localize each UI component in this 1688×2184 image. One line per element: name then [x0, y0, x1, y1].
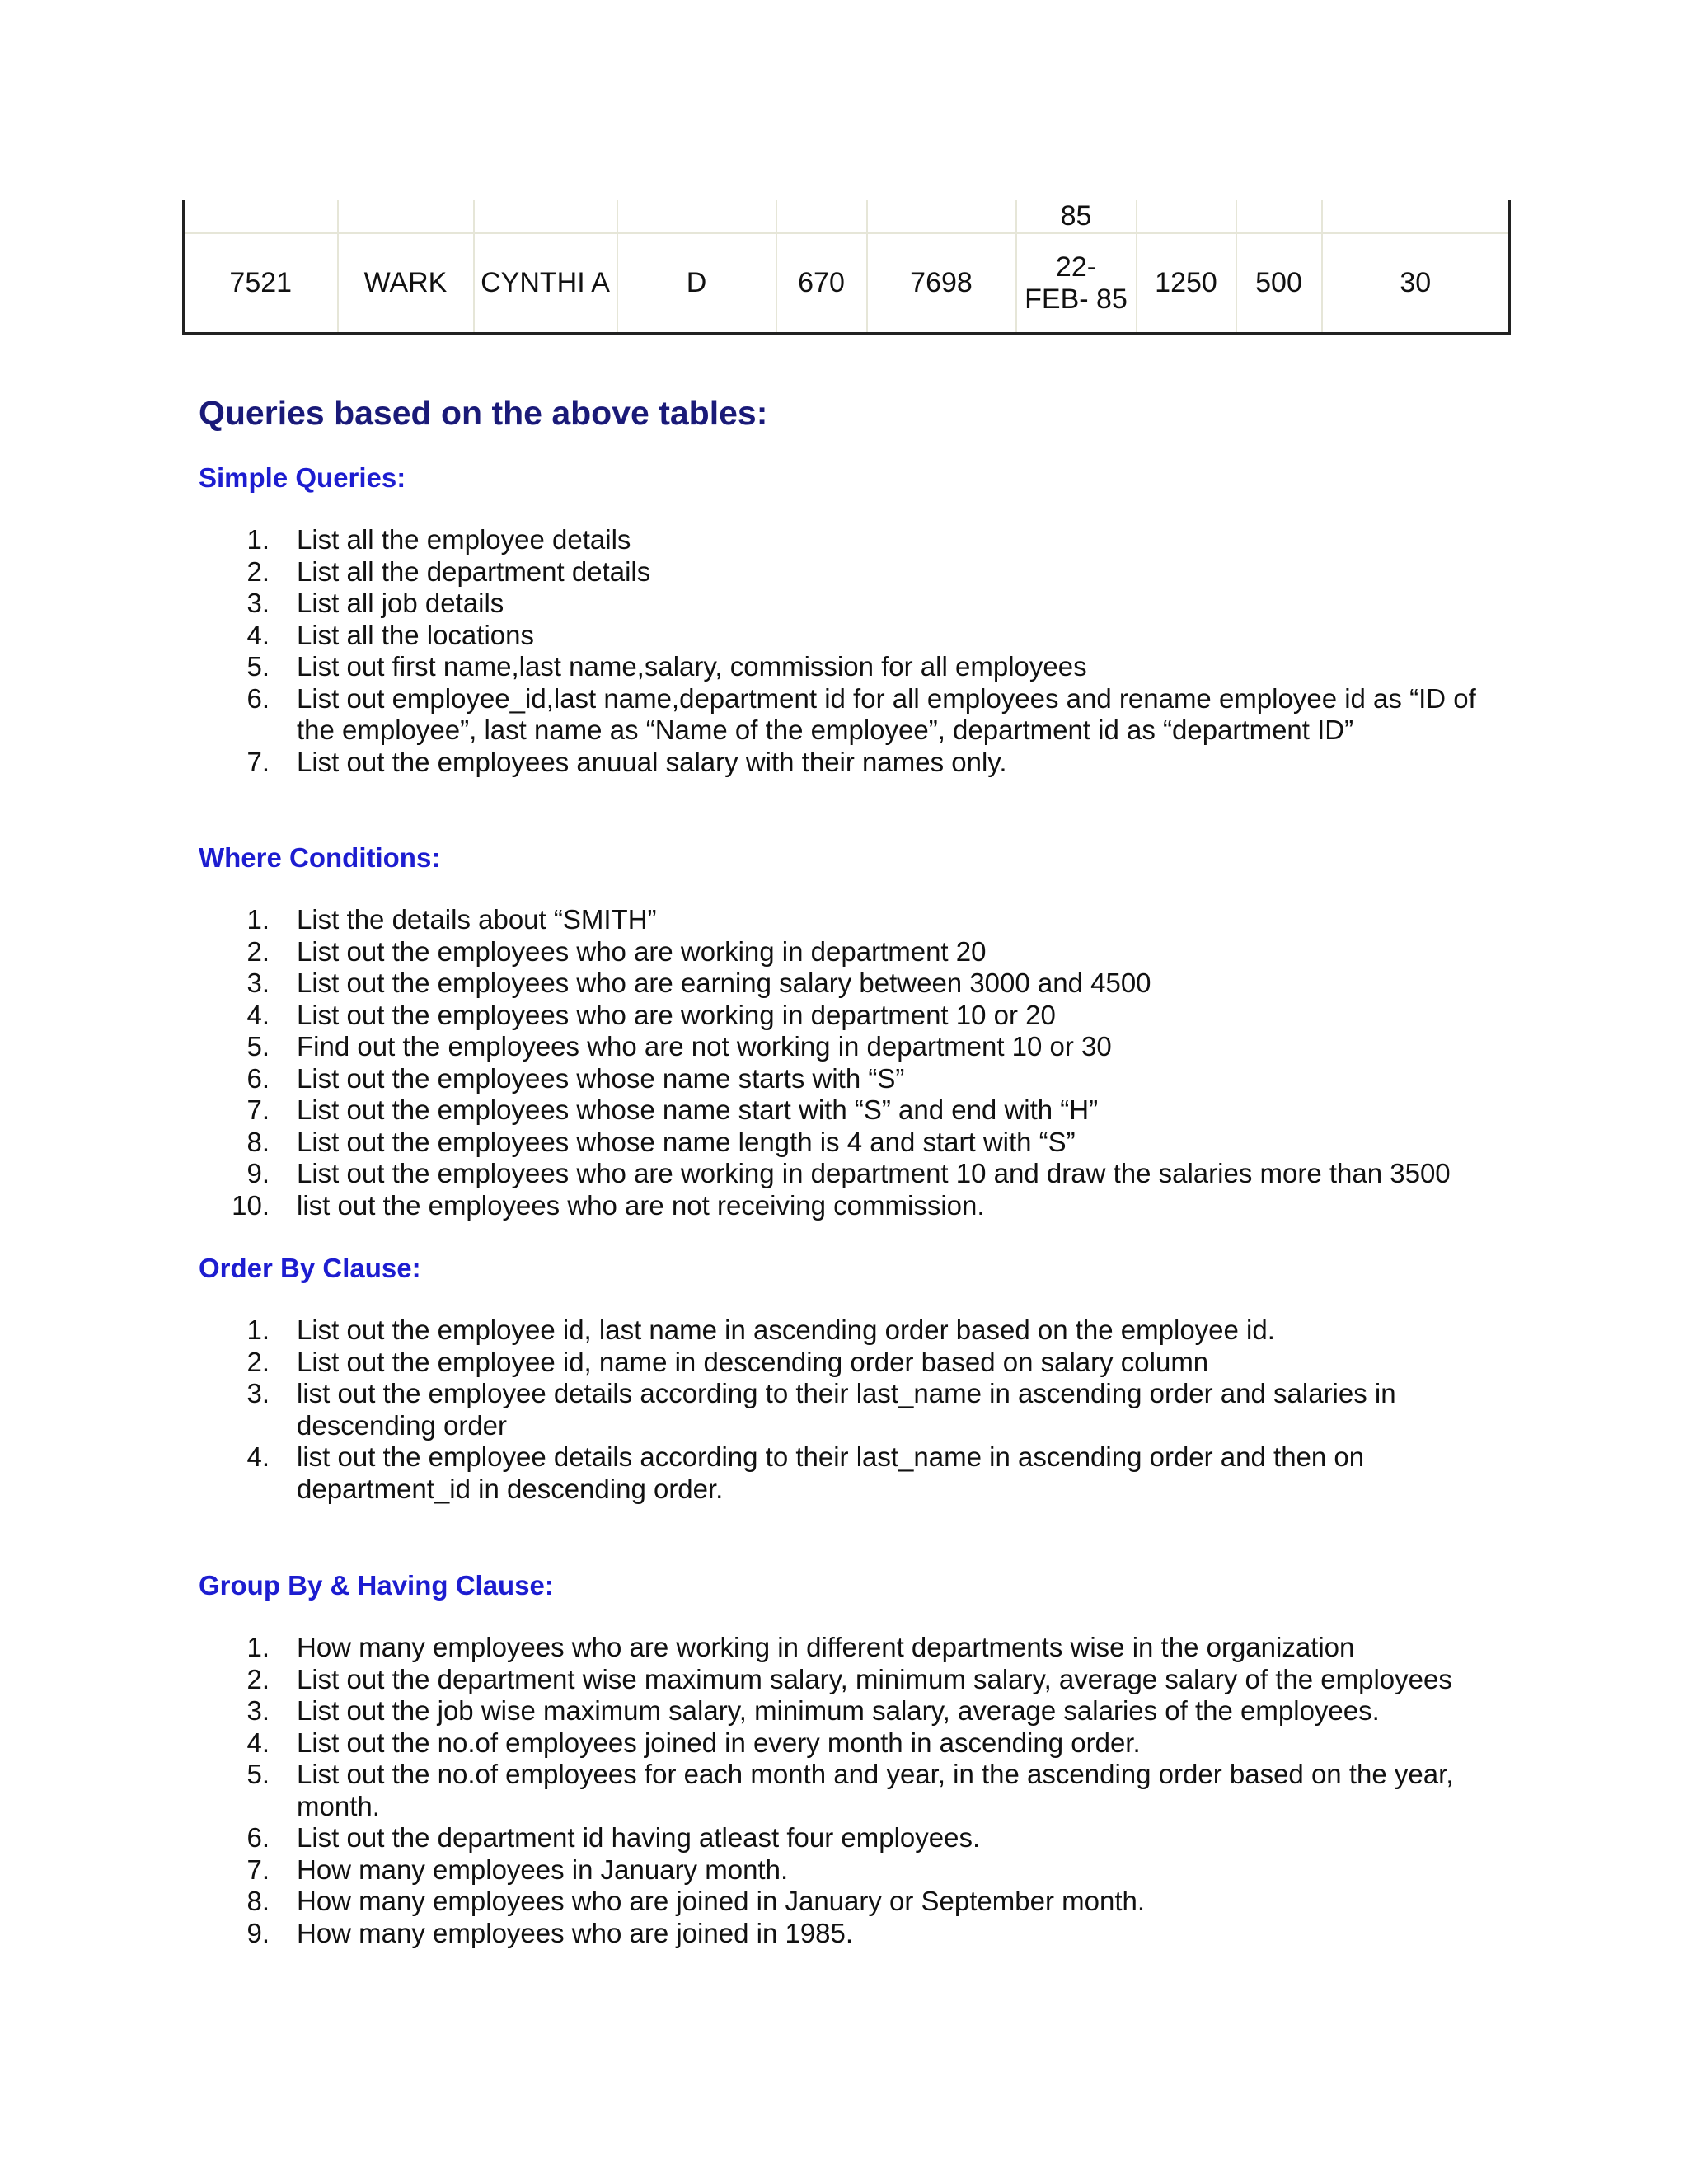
list-item-text: List out the employees whose name start with “S” and end with “H”	[297, 1094, 1099, 1125]
table-cell	[1322, 200, 1510, 233]
list-number: 2.	[246, 555, 270, 587]
list-item-text: List out the employees whose name starts with “S”	[297, 1062, 905, 1094]
list-item	[199, 1632, 1484, 1664]
list-item	[199, 1158, 1484, 1190]
list-item	[199, 1063, 1484, 1095]
list-number: 7.	[246, 1854, 270, 1885]
list-item-text: List out the job wise maximum salary, minimum salary, average salaries of the employees.	[297, 1695, 1380, 1726]
list-item	[199, 588, 1484, 620]
list-item-text: List all the department details	[297, 555, 651, 587]
list-number: 7.	[246, 746, 270, 777]
list-number: 4.	[246, 999, 270, 1030]
list-item	[199, 1000, 1484, 1032]
list-item-text: list out the employee details according to their last_name in ascending order and salaries in descending order	[297, 1378, 1396, 1441]
list-item-text: How many employees in January month.	[297, 1854, 789, 1885]
query-list	[199, 904, 1484, 1221]
list-number: 6.	[246, 1062, 270, 1094]
list-item	[199, 1031, 1484, 1063]
table-cell	[474, 200, 617, 233]
list-item-text: How many employees who are joined in January or September month.	[297, 1886, 1146, 1916]
list-item-text: List out the department wise maximum salary, minimum salary, average salary of the employees	[297, 1663, 1452, 1694]
table-row-continued	[184, 200, 1510, 233]
list-item-text: List out the no.of employees for each month and year, in the ascending order based on the year, month.	[297, 1759, 1454, 1821]
cell-job-id: 670	[776, 233, 867, 334]
query-list	[199, 524, 1484, 778]
list-number: 3.	[246, 968, 270, 998]
list-item-text: List all the locations	[297, 619, 534, 650]
list-item	[199, 524, 1484, 556]
table-cell	[1236, 200, 1322, 233]
cell-salary: 1250	[1137, 233, 1236, 334]
list-number: 6.	[246, 1822, 270, 1853]
list-number: 1.	[246, 1632, 270, 1662]
list-item-text: List out the employees who are earning salary between 3000 and 4500	[297, 968, 1151, 998]
table-cell	[1137, 200, 1236, 233]
list-item-text: List out the employees who are working in department 10 or 20	[297, 999, 1056, 1030]
list-item-text: List out the employees who are working in department 20	[297, 935, 987, 967]
table-cell	[184, 200, 338, 233]
list-item-text: List out the employee id, name in descending order based on salary column	[297, 1346, 1209, 1377]
list-number: 1.	[246, 1315, 270, 1345]
list-item-text: List out the employees anuual salary with their names only.	[297, 746, 1007, 777]
list-item	[199, 1664, 1484, 1696]
list-item	[199, 1727, 1484, 1760]
employee-table-fragment	[182, 200, 1511, 335]
list-item	[199, 936, 1484, 968]
list-number: 2.	[246, 1346, 270, 1377]
list-item	[199, 1441, 1484, 1505]
list-item-text: How many employees who are joined in 1985.	[297, 1917, 854, 1948]
table-cell	[867, 200, 1016, 233]
list-item-text: List out the employees whose name length is 4 and start with “S”	[297, 1126, 1076, 1157]
list-number: 4.	[246, 619, 270, 650]
list-number: 8.	[246, 1126, 270, 1157]
cell-manager-id: 7698	[867, 233, 1016, 334]
cell-first-name: CYNTHI A	[474, 233, 617, 334]
cell-employee-id: 7521	[184, 233, 338, 334]
table-cell	[617, 200, 776, 233]
list-number: 3.	[246, 1695, 270, 1726]
section-title: Simple Queries:	[199, 462, 406, 493]
section-title: Order By Clause:	[199, 1253, 421, 1283]
list-item-text: List out first name,last name,salary, commission for all employees	[297, 651, 1087, 682]
page-heading: Queries based on the above tables:	[199, 394, 768, 432]
list-number: 7.	[246, 1094, 270, 1125]
list-item	[199, 1822, 1484, 1854]
table-cell	[776, 200, 867, 233]
list-item	[199, 1127, 1484, 1159]
table-row	[184, 233, 1510, 334]
list-item-text: List all the employee details	[297, 524, 631, 555]
list-item	[199, 683, 1484, 747]
list-item-text: List the details about “SMITH”	[297, 904, 657, 935]
list-item	[199, 1695, 1484, 1727]
list-item-text: List all job details	[297, 588, 504, 618]
list-item	[199, 1378, 1484, 1441]
list-number: 1.	[246, 524, 270, 555]
list-item	[199, 968, 1484, 1000]
list-item	[199, 620, 1484, 652]
section-order-by	[199, 1252, 1484, 1504]
list-number: 3.	[246, 588, 270, 618]
section-where-conditions	[199, 841, 1484, 1221]
list-item	[199, 1094, 1484, 1127]
list-item-text: Find out the employees who are not working in department 10 or 30	[297, 1031, 1112, 1062]
list-item	[199, 651, 1484, 683]
list-item-text: How many employees who are working in different departments wise in the organization	[297, 1632, 1355, 1662]
list-item	[199, 1918, 1484, 1950]
list-number: 4.	[246, 1727, 270, 1758]
cell-middle-name: D	[617, 233, 776, 334]
list-item	[199, 1759, 1484, 1822]
cell-commission: 500	[1236, 233, 1322, 334]
section-title: Group By & Having Clause:	[199, 1570, 554, 1601]
query-list	[199, 1632, 1484, 1949]
table-cell-hiredate: 85	[1016, 200, 1137, 233]
list-item-text: List out employee_id,last name,department id for all employees and rename employee id as “ID of the employee”, last name as “Name of the employee”, department id as “department ID”	[297, 682, 1476, 745]
query-list	[199, 1315, 1484, 1505]
list-number: 9.	[246, 1917, 270, 1948]
list-number: 4.	[246, 1441, 270, 1472]
cell-last-name: WARK	[338, 233, 474, 334]
section-title: Where Conditions:	[199, 842, 441, 873]
list-item	[199, 1347, 1484, 1379]
list-item	[199, 556, 1484, 588]
list-item	[199, 904, 1484, 936]
table-cell	[338, 200, 474, 233]
list-number: 3.	[246, 1378, 270, 1408]
list-number: 2.	[246, 935, 270, 967]
list-item	[199, 1315, 1484, 1347]
cell-hire-date: 22- FEB- 85	[1016, 233, 1137, 334]
section-group-by-having	[199, 1569, 1484, 1948]
list-number: 9.	[246, 1158, 270, 1188]
list-item	[199, 1886, 1484, 1918]
list-number: 5.	[246, 651, 270, 682]
list-item	[199, 747, 1484, 779]
section-simple-queries	[199, 462, 1484, 777]
list-item	[199, 1854, 1484, 1886]
list-number: 8.	[246, 1886, 270, 1916]
list-item-text: List out the employees who are working in department 10 and draw the salaries more than 3500	[297, 1158, 1451, 1188]
list-number: 10.	[232, 1189, 270, 1221]
cell-department-id: 30	[1322, 233, 1510, 334]
list-item-text: list out the employee details according to their last_name in ascending order and then on department_id in descending order.	[297, 1441, 1365, 1504]
list-number: 5.	[246, 1031, 270, 1062]
list-number: 6.	[246, 682, 270, 714]
list-item-text: list out the employees who are not receiving commission.	[297, 1189, 985, 1221]
list-item-text: List out the no.of employees joined in every month in ascending order.	[297, 1727, 1141, 1758]
list-item-text: List out the employee id, last name in ascending order based on the employee id.	[297, 1315, 1275, 1345]
list-number: 5.	[246, 1759, 270, 1789]
list-item-text: List out the department id having atleast four employees.	[297, 1822, 981, 1853]
list-item	[199, 1190, 1484, 1222]
list-number: 1.	[246, 904, 270, 935]
list-number: 2.	[246, 1663, 270, 1694]
